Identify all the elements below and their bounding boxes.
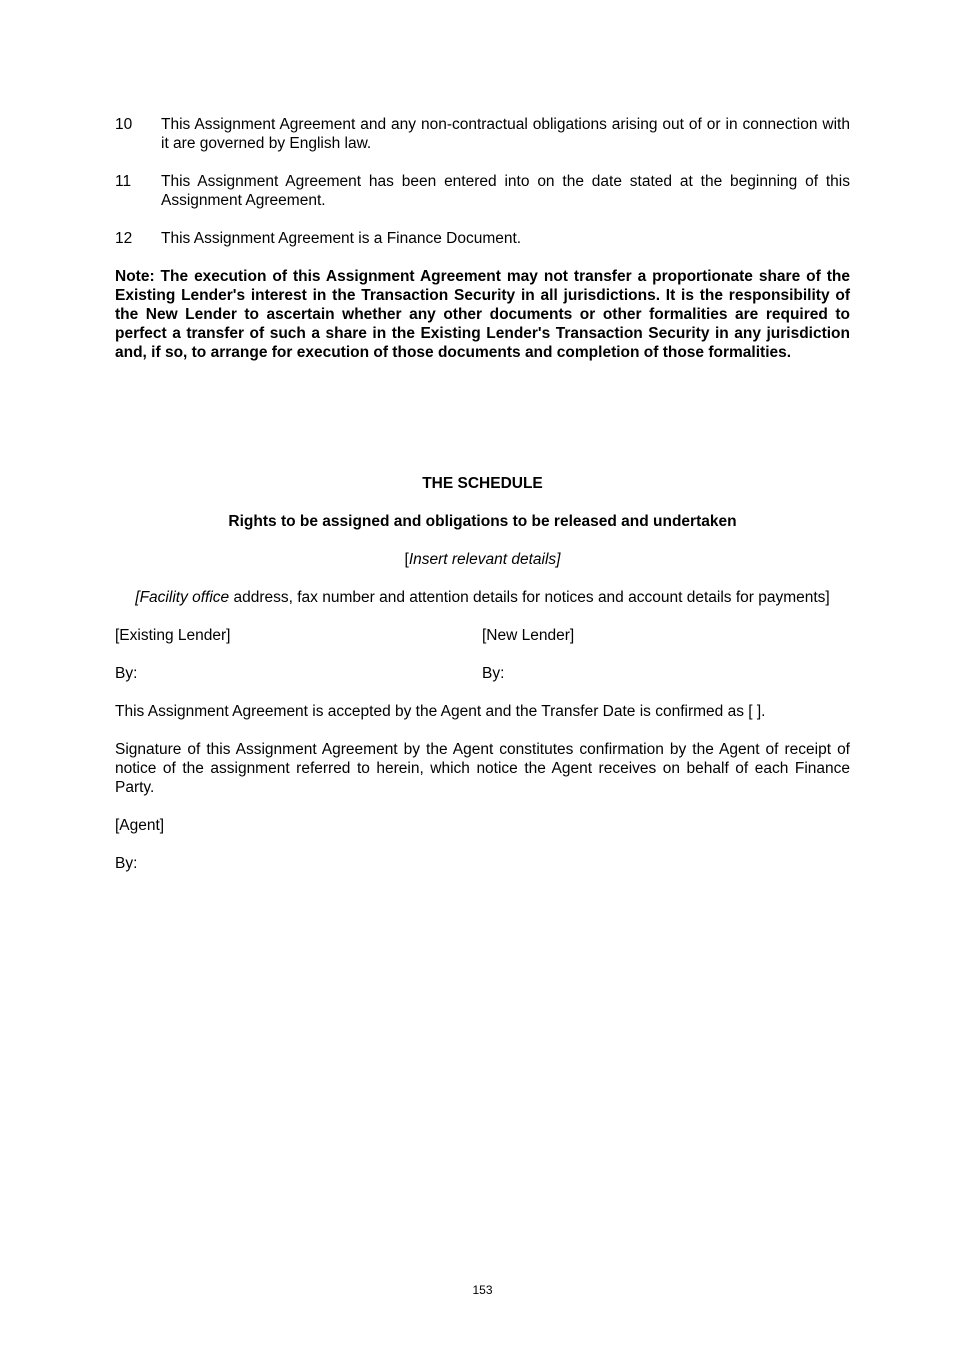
schedule-title: THE SCHEDULE: [422, 475, 543, 492]
facility-office-label: [Facility office: [135, 589, 230, 606]
page-number: 153: [472, 1283, 493, 1297]
schedule-subtitle: Rights to be assigned and obligations to be released and undertaken: [228, 513, 737, 530]
clause-number: 11: [115, 173, 132, 190]
details-bracket: [: [404, 551, 409, 568]
clause-11: [115, 172, 850, 210]
clause-text: This Assignment Agreement is a Finance Document.: [161, 230, 522, 247]
execution-note: Note: The execution of this Assignment Agreement may not transfer a proportionate share of the Existing Lender's interest in the Transaction Security in all jurisdictions. It is the responsibility of the New Lender to ascertain whether any other documents or other formalities are required to perfect a transfer of such a share in the Existing Lender's Transaction Security in any jurisdiction and, if so, to arrange for execution of those documents and completion of those formalities.: [115, 268, 850, 361]
existing-lender-label: [Existing Lender]: [115, 627, 231, 644]
clause-text: This Assignment Agreement and any non-contractual obligations arising out of or in connection with it are governed by English law.: [161, 116, 850, 152]
facility-office-details: [115, 588, 850, 607]
details-text: Insert relevant details]: [408, 551, 561, 568]
clause-number: 12: [115, 230, 133, 247]
document-page: [115, 115, 850, 872]
new-lender-by: By:: [482, 665, 505, 682]
existing-lender-by: By:: [115, 665, 138, 682]
clause-number: 10: [115, 116, 133, 133]
agent-by: By:: [115, 855, 138, 872]
agent-label: [Agent]: [115, 817, 165, 834]
acceptance-statement: This Assignment Agreement is accepted by the Agent and the Transfer Date is confirmed as [ ].: [115, 703, 766, 720]
agent-signature-statement: Signature of this Assignment Agreement by the Agent constitutes confirmation by the Agent of receipt of notice of the assignment referred to herein, which notice the Agent receives on behalf of each Finance Party.: [115, 741, 850, 796]
clause-text: This Assignment Agreement has been entered into on the date stated at the beginning of this Assignment Agreement.: [161, 173, 850, 209]
new-lender-label: [New Lender]: [482, 627, 575, 644]
clause-12: [115, 229, 850, 248]
insert-details: [115, 550, 850, 569]
facility-office-rest: address, fax number and attention details for notices and account details for payments]: [229, 589, 830, 606]
clause-10: [115, 115, 850, 153]
